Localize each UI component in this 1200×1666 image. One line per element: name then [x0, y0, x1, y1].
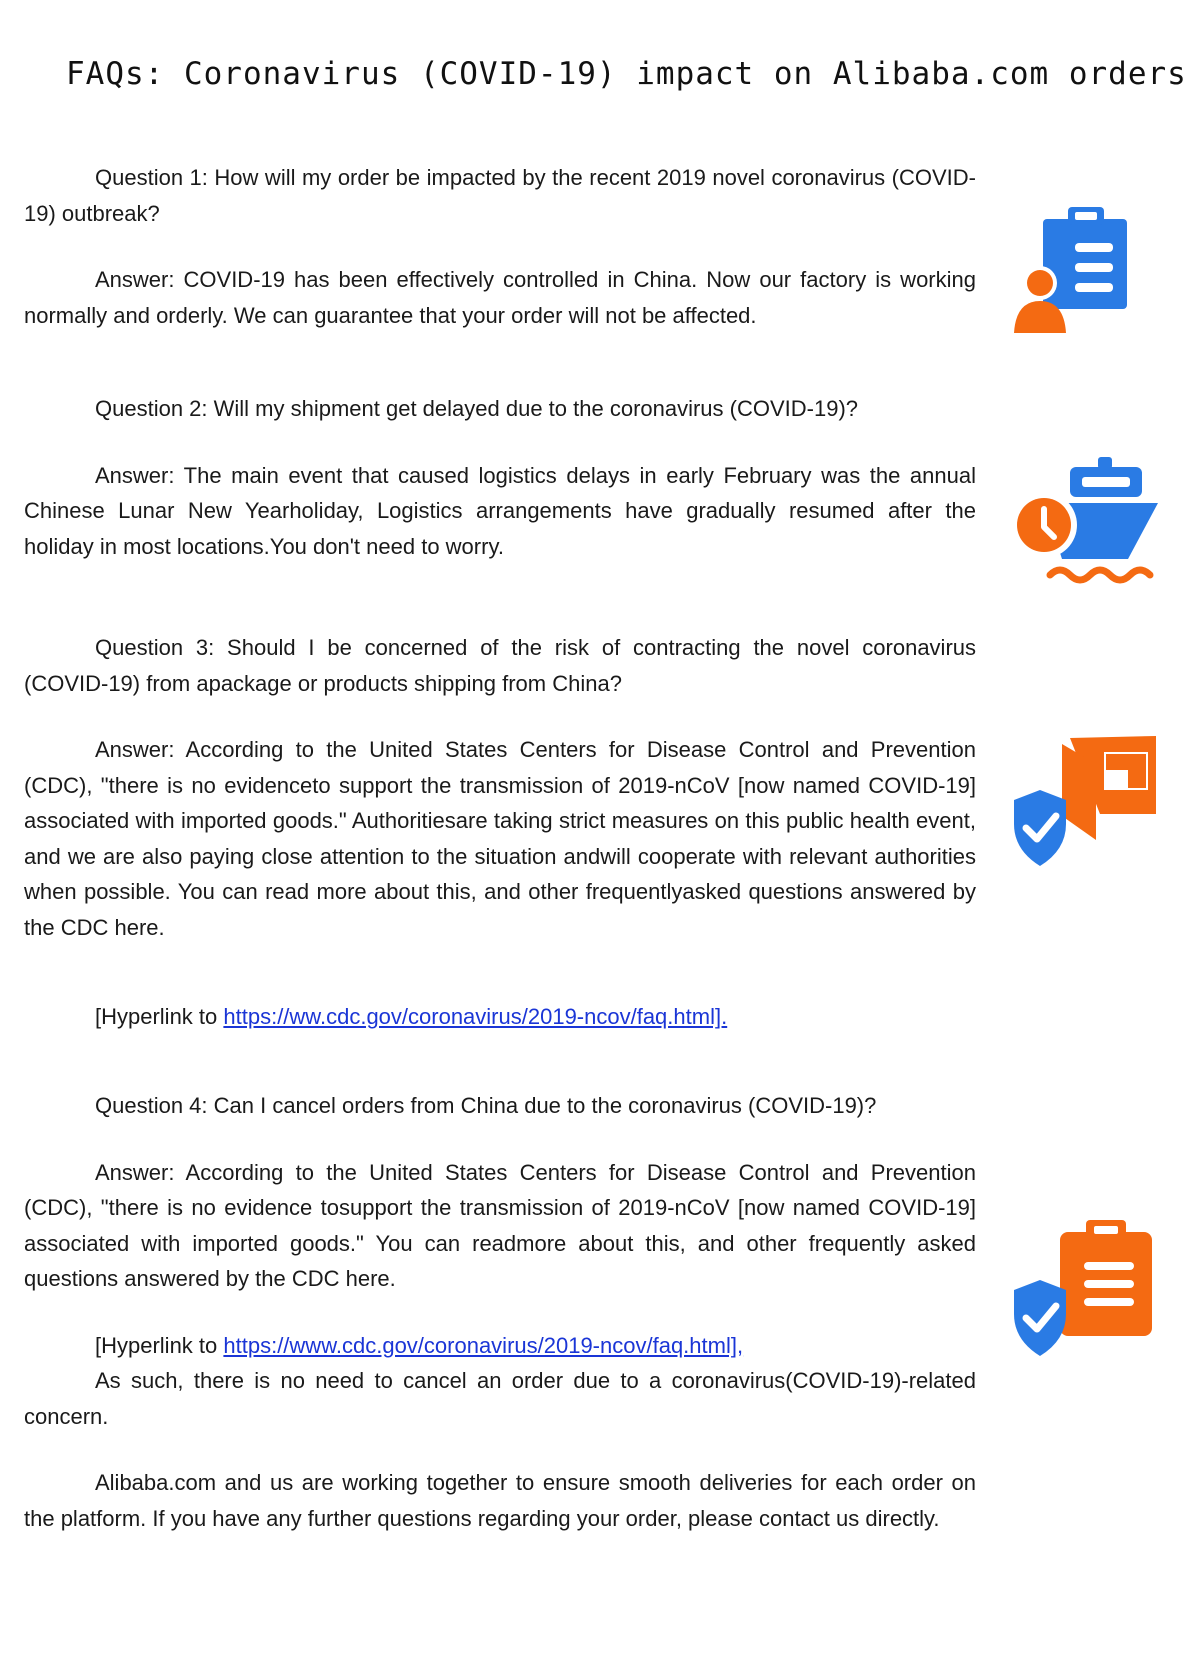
- faq-q2: [24, 391, 976, 564]
- closing-paragraph: Alibaba.com and us are working together to ensure smooth deliveries for each order on the platform. If you have any further questions regarding your order, please contact us directly.: [24, 1470, 976, 1531]
- faq-q3: [24, 630, 976, 1035]
- page-title: FAQs: Coronavirus (COVID-19) impact on Alibaba.com orders: [66, 56, 1187, 92]
- q4-hyperlink-line: [24, 1328, 976, 1364]
- faq-q1: [24, 160, 976, 333]
- q3-hyperlink-line: [24, 999, 976, 1035]
- q2-answer: Answer: The main event that caused logistics delays in early February was the annual Chinese Lunar New Yearholiday, Logistics arrangements have gradually resumed after the holiday in most locations.You don't need to worry.: [24, 462, 976, 559]
- q4-conclusion: As such, there is no need to cancel an order due to a coronavirus(COVID-19)-related concern.: [24, 1368, 976, 1429]
- clipboard-person-icon: [1010, 205, 1130, 335]
- q1-question: Question 1: How will my order be impacted by the recent 2019 novel coronavirus (COVID-19) outbreak?: [24, 165, 976, 226]
- q3-question: Question 3: Should I be concerned of the risk of contracting the novel coronavirus (COVID-19) from apackage or products shipping from China?: [24, 635, 976, 696]
- q3-hyperlink-prefix: [Hyperlink to: [95, 1004, 224, 1029]
- q2-question: Question 2: Will my shipment get delayed due to the coronavirus (COVID-19)?: [95, 396, 859, 421]
- q4-cdc-link[interactable]: https://www.cdc.gov/coronavirus/2019-ncov/faq.html],: [223, 1332, 744, 1358]
- box-shield-icon: [1010, 730, 1160, 870]
- faq-q4: [24, 1088, 976, 1536]
- q3-cdc-link[interactable]: https://ww.cdc.gov/coronavirus/2019-ncov/faq.html].: [223, 1004, 728, 1029]
- q4-hyperlink-prefix: [Hyperlink to: [95, 1332, 224, 1358]
- q4-question: Question 4: Can I cancel orders from China due to the coronavirus (COVID-19)?: [95, 1093, 877, 1118]
- q1-answer: Answer: COVID-19 has been effectively controlled in China. Now our factory is working normally and orderly. We can guarantee that your order will not be affected.: [24, 267, 976, 328]
- q3-answer: Answer: According to the United States Centers for Disease Control and Prevention (CDC), "there is no evidenceto support the transmission of 2019-nCoV [now named COVID-19] associated with imported goods." Authoritiesare taking strict measures on this public health event, and we are also paying close attention to the situation andwill cooperate with relevant authorities when possible. You can read more about this, and other frequentlyasked questions answered by the CDC here.: [24, 737, 976, 940]
- clipboard-shield-icon: [1010, 1218, 1160, 1358]
- q4-answer: Answer: According to the United States Centers for Disease Control and Prevention (CDC), "there is no evidence tosupport the transmission of 2019-nCoV [now named COVID-19] associated with imported goods." You can readmore about this, and other frequently asked questions answered by the CDC here.: [24, 1159, 976, 1291]
- ship-clock-icon: [1010, 455, 1160, 585]
